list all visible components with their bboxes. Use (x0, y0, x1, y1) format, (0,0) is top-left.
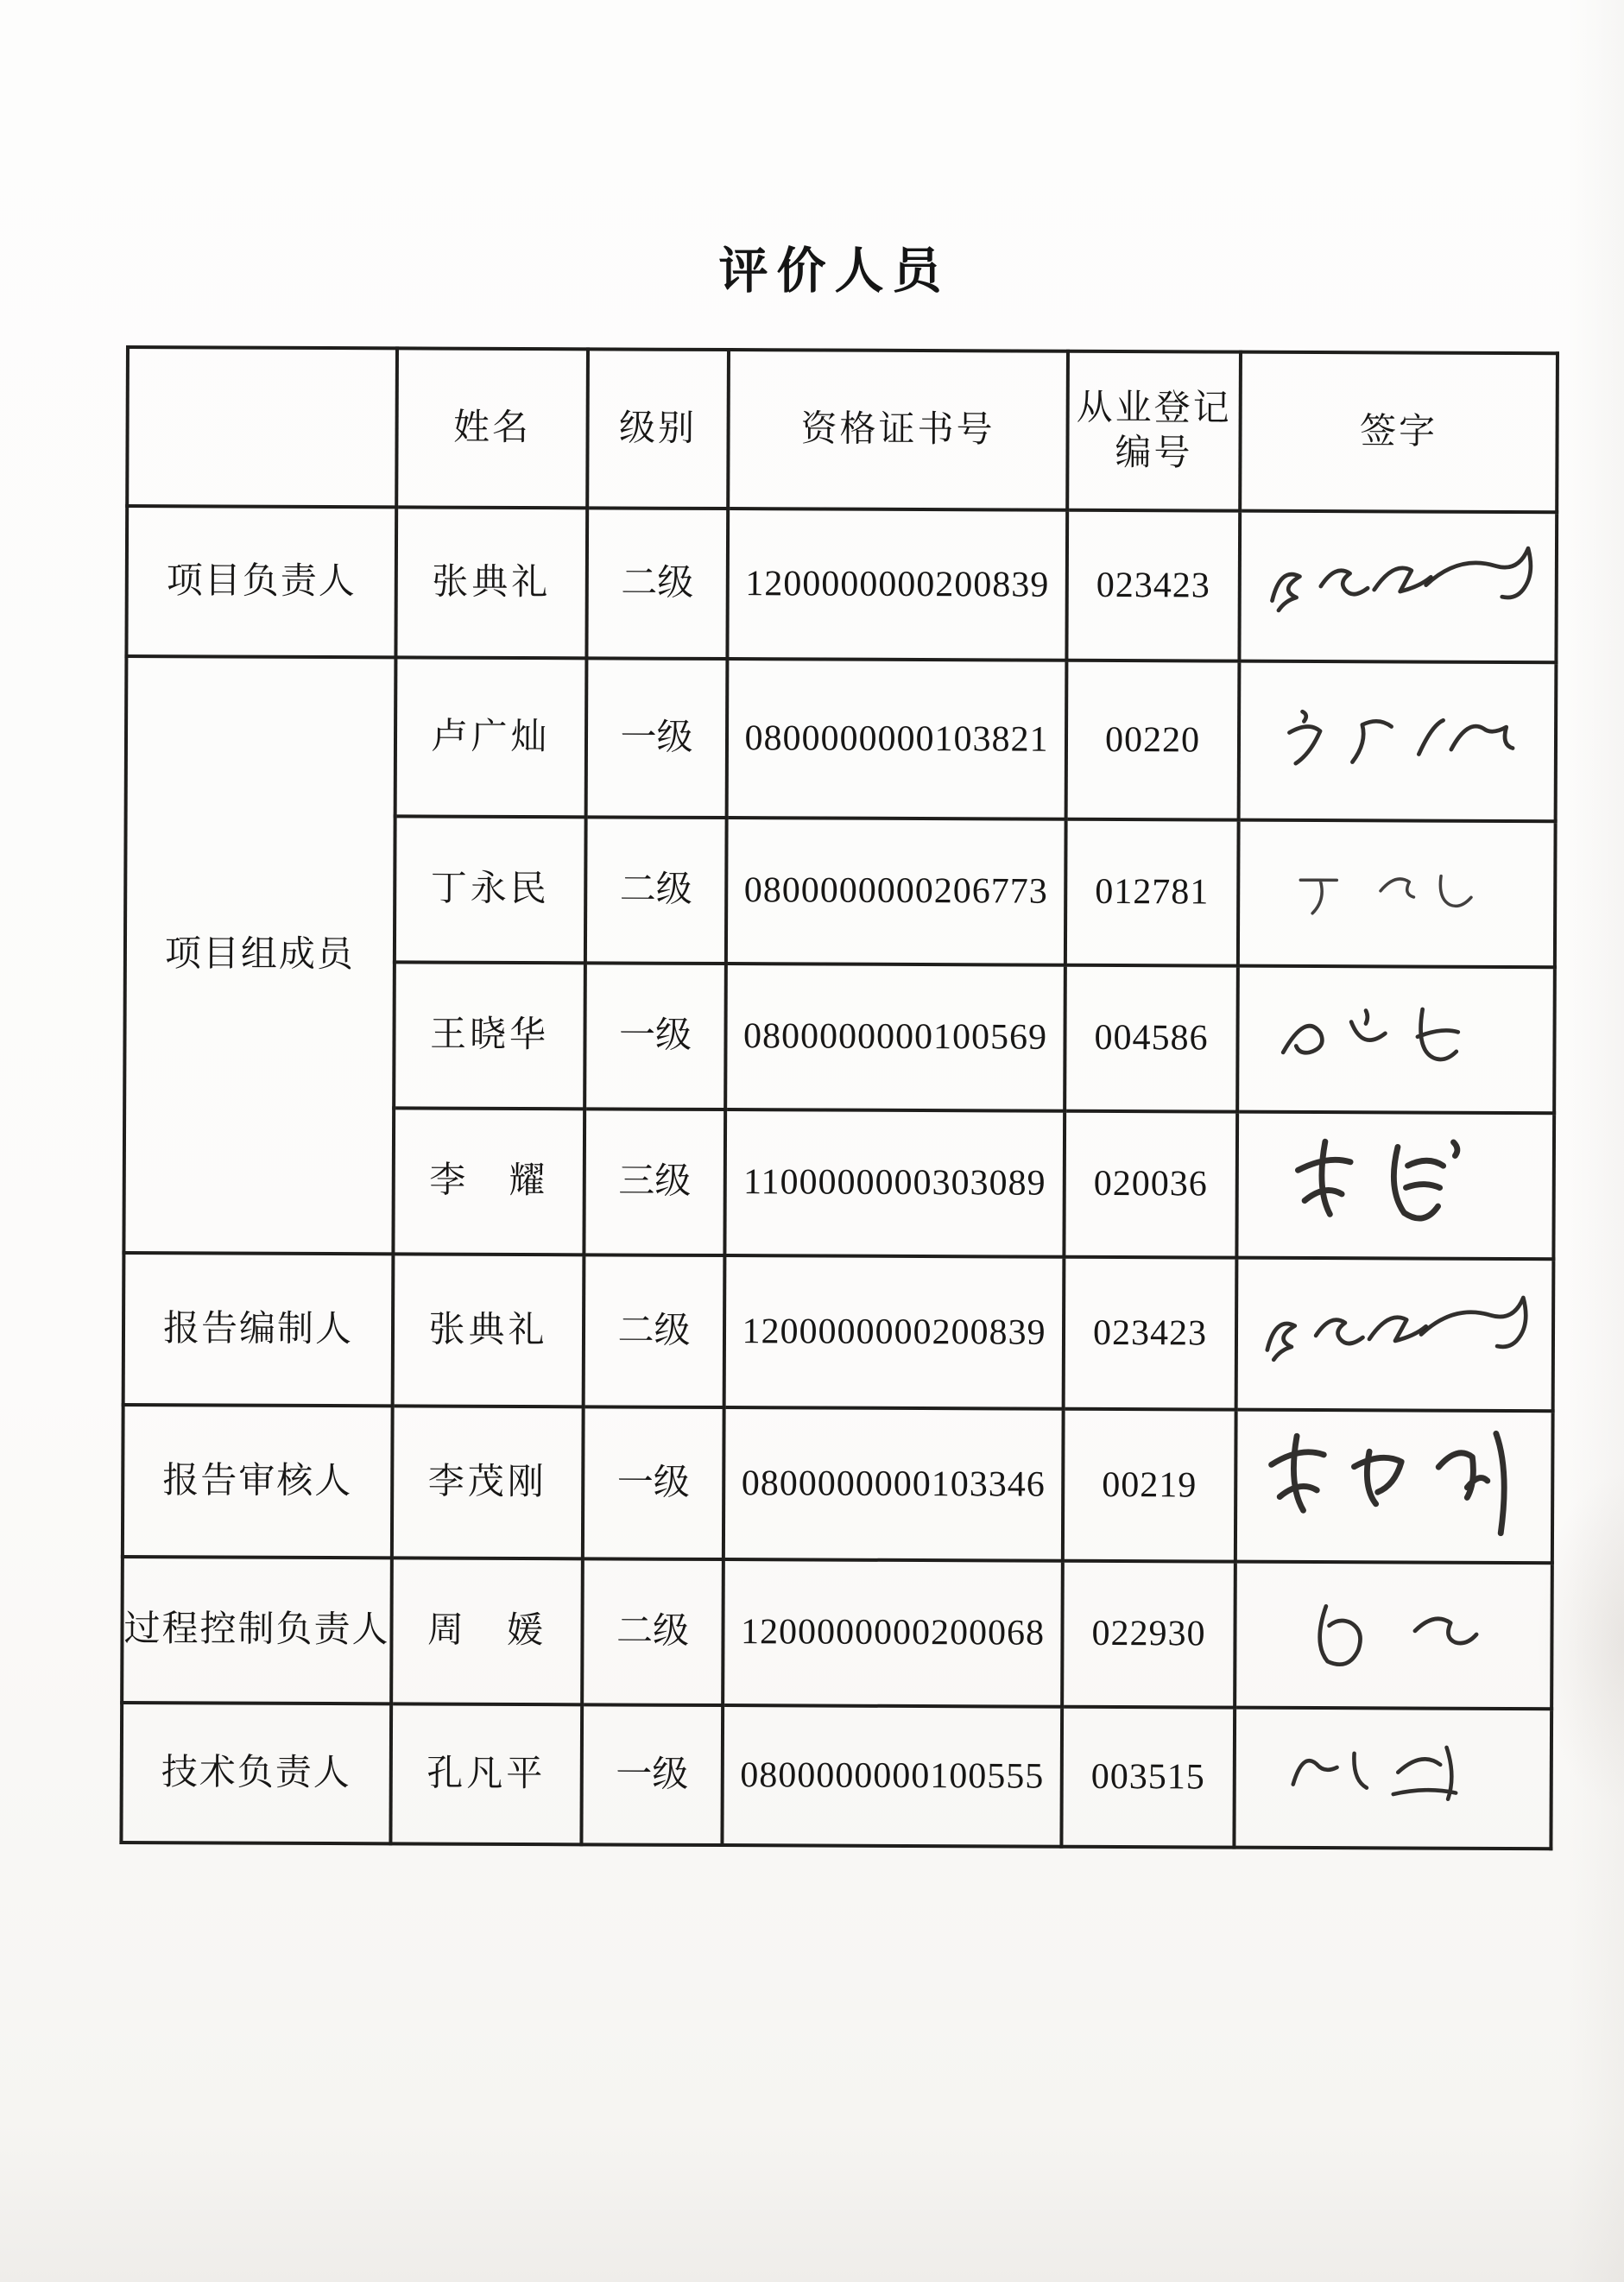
name-cell: 丁永民 (395, 816, 586, 963)
table-header-row (127, 347, 1558, 512)
role-cell: 项目负责人 (126, 506, 396, 657)
level-cell: 三级 (584, 1109, 725, 1255)
handwritten-signature-icon (1244, 974, 1549, 1105)
name-cell: 周 媛 (391, 1558, 583, 1704)
table-row (126, 506, 1557, 662)
signature-cell (1236, 1112, 1554, 1260)
handwritten-signature-icon (1241, 1715, 1545, 1842)
role-cell: 过程控制负责人 (122, 1557, 392, 1704)
registration-number-cell: 012781 (1065, 819, 1239, 966)
level-cell: 二级 (586, 508, 728, 659)
role-cell: 报告编制人 (123, 1253, 394, 1406)
signature-cell (1235, 1410, 1553, 1564)
table-row (123, 1253, 1554, 1411)
column-header-signature: 签字 (1240, 352, 1558, 513)
signature-cell (1235, 1562, 1552, 1710)
level-cell: 一级 (583, 1406, 724, 1559)
handwritten-signature-icon (1242, 1269, 1547, 1400)
personnel-table (119, 345, 1559, 1850)
registration-number-cell: 022930 (1062, 1561, 1235, 1708)
cert-number-cell: 1100000000303089 (724, 1109, 1065, 1257)
name-cell: 李茂刚 (392, 1406, 584, 1558)
signature-cell (1239, 511, 1557, 663)
signature-cell (1236, 1258, 1554, 1412)
role-cell: 技术负责人 (121, 1703, 391, 1843)
role-cell: 报告审核人 (123, 1405, 393, 1558)
role-cell: 项目组成员 (123, 656, 395, 1254)
table-row (126, 656, 1557, 821)
handwritten-signature-icon (1246, 522, 1551, 653)
level-cell: 一级 (581, 1704, 723, 1845)
column-header-name: 姓名 (396, 348, 588, 508)
signature-cell (1239, 661, 1557, 822)
name-cell: 卢广灿 (395, 657, 587, 817)
registration-number-cell: 00219 (1063, 1409, 1236, 1562)
level-cell: 一级 (585, 963, 726, 1109)
table-row (122, 1557, 1552, 1709)
registration-number-cell: 023423 (1066, 510, 1240, 661)
name-cell: 孔凡平 (390, 1704, 582, 1844)
cert-number-cell: 1200000000200839 (727, 509, 1067, 661)
table-row (121, 1703, 1551, 1849)
page-title: 评价人员 (718, 244, 951, 299)
registration-number-cell: 023423 (1064, 1257, 1237, 1410)
column-header-reg-no: 从业登记编号 (1067, 351, 1241, 511)
cert-number-cell: 0800000000100555 (722, 1705, 1062, 1847)
name-cell: 张典礼 (395, 507, 587, 658)
registration-number-cell: 003515 (1061, 1707, 1235, 1848)
column-header-role (127, 347, 397, 507)
handwritten-signature-icon (1244, 832, 1549, 955)
level-cell: 一级 (586, 658, 728, 818)
cert-number-cell: 0800000000100569 (725, 964, 1065, 1111)
cert-number-cell: 0800000000103346 (724, 1407, 1064, 1561)
cert-number-cell: 0800000000206773 (726, 818, 1066, 965)
handwritten-signature-icon (1242, 1570, 1546, 1701)
registration-number-cell: 004586 (1065, 965, 1238, 1112)
name-cell: 张典礼 (393, 1254, 585, 1406)
signature-cell (1234, 1708, 1551, 1849)
handwritten-signature-icon (1245, 676, 1550, 807)
registration-number-cell: 020036 (1064, 1111, 1237, 1258)
cert-number-cell: 1200000000200068 (723, 1559, 1063, 1707)
signature-cell (1237, 966, 1555, 1114)
name-cell: 李 耀 (393, 1108, 585, 1255)
level-cell: 二级 (585, 817, 727, 964)
cert-number-cell: 1200000000200839 (724, 1255, 1065, 1409)
level-cell: 二级 (582, 1558, 724, 1705)
signature-cell (1238, 820, 1556, 968)
table-row (123, 1405, 1553, 1563)
level-cell: 二级 (584, 1255, 725, 1407)
handwritten-signature-icon (1242, 1413, 1546, 1561)
column-header-cert-no: 资格证书号 (728, 350, 1068, 510)
name-cell: 王晓华 (394, 962, 585, 1109)
registration-number-cell: 00220 (1066, 661, 1240, 820)
handwritten-signature-icon (1243, 1116, 1548, 1255)
column-header-level: 级别 (587, 349, 729, 509)
cert-number-cell: 0800000000103821 (727, 659, 1067, 819)
